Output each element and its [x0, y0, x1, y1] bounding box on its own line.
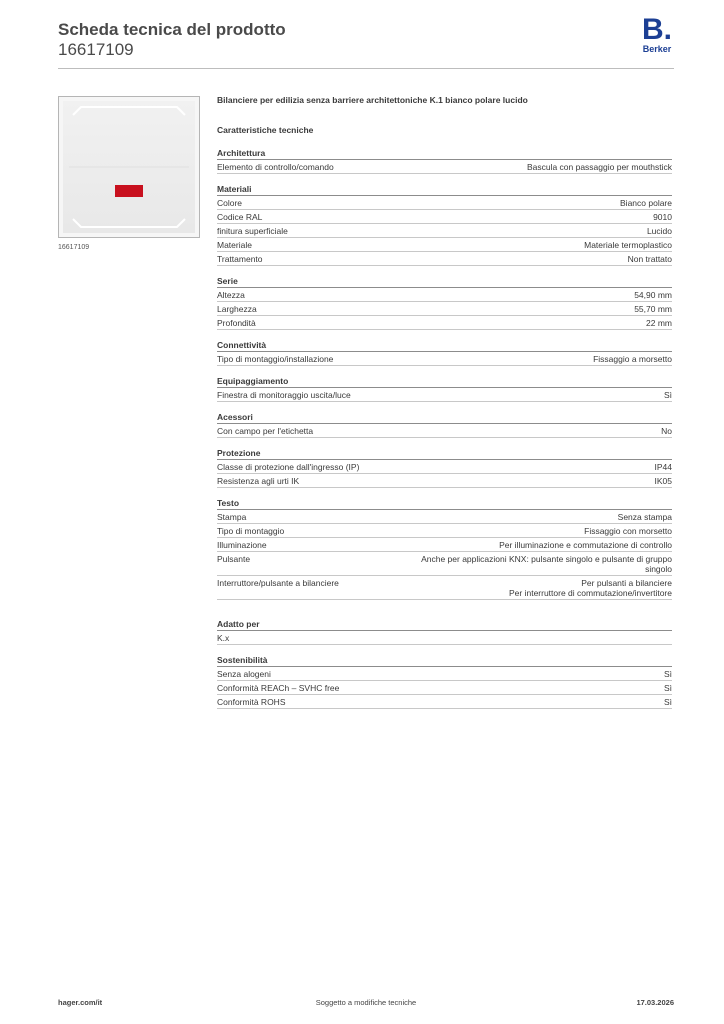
spec-key: Conformità REACh – SVHC free: [217, 683, 340, 693]
spec-value: [499, 540, 672, 550]
spec-value: [664, 669, 672, 679]
spec-row: [217, 524, 672, 538]
spec-value-line: IK05: [654, 476, 672, 486]
spec-value: [628, 254, 672, 264]
section-title: Adatto per: [217, 618, 672, 631]
spec-value-line: [670, 633, 672, 643]
spec-section: [217, 497, 672, 600]
spec-row: [217, 631, 672, 645]
section-title: Equipaggiamento: [217, 375, 672, 388]
spec-key: Trattamento: [217, 254, 263, 264]
spec-section: [217, 375, 672, 402]
spec-row: [217, 352, 672, 366]
spec-key: Interruttore/pulsante a bilanciere: [217, 578, 339, 588]
spec-value-line: Bascula con passaggio per mouthstick: [526, 162, 672, 172]
spec-value: [584, 240, 672, 250]
spec-key: Illuminazione: [217, 540, 267, 550]
spec-value-line: Anche per applicazioni KNX: pulsante singolo e pulsante di gruppo: [421, 554, 672, 564]
spec-value-line: IP44: [654, 462, 672, 472]
spec-value-line: Fissaggio a morsetto: [593, 354, 672, 364]
section-title: Testo: [217, 497, 672, 510]
spec-key: Altezza: [217, 290, 245, 300]
spec-key: K.x: [217, 633, 230, 643]
berker-logo: [640, 13, 674, 56]
spec-value-line: Per interruttore di commutazione/invertitore: [509, 588, 672, 598]
spec-key: Conformità ROHS: [217, 697, 286, 707]
footer-date: 17.03.2026: [636, 998, 674, 1007]
spec-key: finitura superficiale: [217, 226, 288, 236]
indicator-window: [115, 185, 143, 197]
spec-row: [217, 474, 672, 488]
section-title: Protezione: [217, 447, 672, 460]
spec-section: [217, 654, 672, 709]
spec-value: [647, 226, 672, 236]
section-title: Serie: [217, 275, 672, 288]
spec-value: [421, 554, 672, 574]
spec-key: Codice RAL: [217, 212, 263, 222]
spec-row: [217, 302, 672, 316]
spec-key: Finestra di monitoraggio uscita/luce: [217, 390, 351, 400]
spec-value: [646, 318, 672, 328]
spec-value-line: Senza stampa: [617, 512, 672, 522]
spec-value-line: Fissaggio con morsetto: [584, 526, 672, 536]
spec-row: [217, 388, 672, 402]
spec-value-line: singolo: [645, 564, 672, 574]
spec-value-line: Materiale termoplastico: [584, 240, 672, 250]
spec-key: Tipo di montaggio/installazione: [217, 354, 334, 364]
spec-value: [664, 390, 672, 400]
spec-section: [217, 411, 672, 438]
spec-value-line: Per pulsanti a bilanciere: [581, 578, 672, 588]
spec-value: [527, 162, 672, 172]
spec-key: Tipo di montaggio: [217, 526, 285, 536]
spec-key: Stampa: [217, 512, 247, 522]
spec-section: [217, 275, 672, 330]
spec-value-line: 54,90 mm: [634, 290, 672, 300]
logo-brand: Berker: [642, 44, 672, 54]
spec-key: Colore: [217, 198, 243, 208]
spec-value: [509, 578, 672, 598]
spec-value-line: Sì: [663, 697, 672, 707]
page-header: [58, 13, 674, 68]
spec-value-line: Non trattato: [627, 254, 672, 264]
spec-value: [655, 476, 673, 486]
spec-value: [655, 462, 673, 472]
spec-key: Larghezza: [217, 304, 257, 314]
product-image: [58, 96, 200, 238]
spec-row: [217, 681, 672, 695]
spec-value: [670, 633, 672, 643]
spec-row: [217, 667, 672, 681]
section-title: Architettura: [217, 147, 672, 160]
spec-value-line: Lucido: [646, 226, 672, 236]
spec-section: [217, 618, 672, 645]
spec-value: [653, 212, 672, 222]
spec-value: [618, 512, 672, 522]
spec-row: [217, 576, 672, 600]
spec-row: [217, 316, 672, 330]
spec-content: [217, 95, 672, 718]
spec-value-line: Bianco polare: [620, 198, 672, 208]
spec-key: Profondità: [217, 318, 256, 328]
spec-row: [217, 510, 672, 524]
spec-value-line: No: [661, 426, 672, 436]
spec-value-line: 55,70 mm: [634, 304, 672, 314]
footer-note: Soggetto a modifiche tecniche: [315, 998, 417, 1007]
spec-key: Classe di protezione dall'ingresso (IP): [217, 462, 360, 472]
spec-value: [634, 304, 672, 314]
spec-value-line: Sì: [663, 669, 672, 679]
image-caption: 16617109: [58, 244, 90, 251]
spec-value: [620, 198, 672, 208]
spec-key: Elemento di controllo/comando: [217, 162, 334, 172]
spec-key: Con campo per l'etichetta: [217, 426, 314, 436]
product-code: 16617109: [58, 40, 134, 59]
spec-row: [217, 424, 672, 438]
spec-section: [217, 339, 672, 366]
spec-value-line: Per illuminazione e commutazione di controllo: [499, 540, 672, 550]
spec-row: [217, 210, 672, 224]
spec-section: [217, 147, 672, 174]
spec-value: [661, 426, 672, 436]
spec-value-line: 9010: [653, 212, 672, 222]
spec-key: Resistenza agli urti IK: [217, 476, 300, 486]
spec-section: [217, 183, 672, 266]
rocker-switch-illustration: [63, 101, 195, 233]
product-title: Bilanciere per edilizia senza barriere architettoniche K.1 bianco polare lucido: [217, 95, 528, 105]
spec-row: [217, 238, 672, 252]
section-title: Acessori: [217, 411, 672, 424]
spec-value: [584, 526, 672, 536]
header-divider: [58, 68, 674, 69]
characteristics-title: Caratteristiche tecniche: [217, 125, 314, 135]
spec-row: [217, 252, 672, 266]
spec-key: Senza alogeni: [217, 669, 271, 679]
spec-row: [217, 160, 672, 174]
spec-row: [217, 288, 672, 302]
spec-value-line: Sì: [663, 390, 672, 400]
spec-row: [217, 552, 672, 576]
section-title: Connettività: [217, 339, 672, 352]
spec-value: [634, 290, 672, 300]
logo-letter: B.: [642, 13, 672, 46]
footer-website: hager.com/it: [58, 998, 103, 1007]
spec-value-line: 22 mm: [646, 318, 672, 328]
page-title: Scheda tecnica del prodotto: [58, 20, 286, 39]
spec-row: [217, 538, 672, 552]
section-title: Materiali: [217, 183, 672, 196]
spec-value: [664, 683, 672, 693]
spec-row: [217, 224, 672, 238]
spec-row: [217, 196, 672, 210]
spec-value: [593, 354, 672, 364]
spec-key: Pulsante: [217, 554, 251, 564]
section-title: Sostenibilità: [217, 654, 672, 667]
spec-section: [217, 447, 672, 488]
spec-row: [217, 695, 672, 709]
spec-value-line: Sì: [663, 683, 672, 693]
spec-key: Materiale: [217, 240, 252, 250]
spec-row: [217, 460, 672, 474]
rocker-switch-svg: [63, 101, 195, 233]
spec-value: [664, 697, 672, 707]
spec-sections: [217, 147, 672, 709]
